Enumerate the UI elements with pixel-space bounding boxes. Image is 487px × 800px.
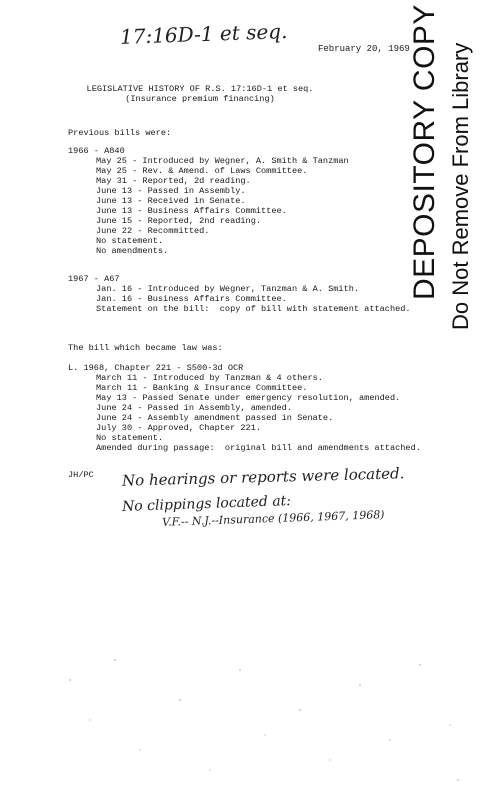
history-line: June 24 - Passed in Assembly, amended. xyxy=(96,403,292,413)
history-line: June 13 - Business Affairs Committee. xyxy=(96,206,287,216)
history-line: June 24 - Assembly amendment passed in Senate. xyxy=(96,413,334,423)
bill-1968-section xyxy=(68,363,421,453)
bill-1966-head: 1966 - A840 xyxy=(68,146,125,156)
history-line: June 15 - Reported, 2nd reading. xyxy=(96,216,262,226)
history-line: July 30 - Approved, Chapter 221. xyxy=(96,423,262,433)
history-line: No statement. xyxy=(96,433,164,443)
bill-1968-head: L. 1968, Chapter 221 - S500-3d OCR xyxy=(68,363,244,373)
history-line: Statement on the bill: copy of bill with statement attached. xyxy=(96,304,411,314)
history-line: May 31 - Reported, 2d reading. xyxy=(96,176,251,186)
history-line: No statement. xyxy=(96,236,164,246)
history-line: Jan. 16 - Introduced by Wegner, Tanzman & A. Smith. xyxy=(96,284,360,294)
handwritten-note-hearings: No hearings or reports were located. xyxy=(121,464,405,490)
history-line: March 11 - Banking & Insurance Committee. xyxy=(96,383,308,393)
bill-1967-section xyxy=(68,274,411,314)
bill-1966-section xyxy=(68,146,349,256)
previous-bills-heading xyxy=(68,128,171,138)
initials xyxy=(68,470,94,480)
document-subtitle: (Insurance premium financing) xyxy=(125,94,275,104)
history-line: June 13 - Received in Senate. xyxy=(96,196,246,206)
bill-1967-head: 1967 - A67 xyxy=(68,274,120,284)
history-line: June 22 - Recommitted. xyxy=(96,226,210,236)
law-heading-text: The bill which became law was: xyxy=(68,343,223,353)
history-line: Amended during passage: original bill and amendments attached. xyxy=(96,443,421,453)
initials-text: JH/PC xyxy=(68,470,94,480)
depository-copy-stamp: DEPOSITORY COPY xyxy=(408,4,441,300)
document-date: February 20, 1969 xyxy=(318,44,410,54)
history-line: June 13 - Passed in Assembly. xyxy=(96,186,246,196)
previous-bills-heading-text: Previous bills were: xyxy=(68,128,172,138)
scan-speckles xyxy=(60,640,470,790)
history-line: May 25 - Rev. & Amend. of Laws Committee. xyxy=(96,166,308,176)
history-line: Jan. 16 - Business Affairs Committee. xyxy=(96,294,287,304)
history-line: May 25 - Introduced by Wegner, A. Smith & Tanzman xyxy=(96,156,349,166)
document-title: LEGISLATIVE HISTORY OF R.S. 17:16D-1 et seq. xyxy=(86,84,314,94)
history-line: No amendments. xyxy=(96,246,169,256)
history-line: March 11 - Introduced by Tanzman & 4 others. xyxy=(96,373,323,383)
do-not-remove-stamp: Do Not Remove From Library xyxy=(448,42,473,330)
handwritten-statute-ref: 17:16D-1 et seq. xyxy=(119,19,288,49)
law-heading xyxy=(68,343,223,353)
handwritten-note-clippings: No clippings located at: xyxy=(121,493,292,515)
history-line: May 13 - Passed Senate under emergency resolution, amended. xyxy=(96,393,401,403)
handwritten-note-files: V.F.-- N.J.--Insurance (1966, 1967, 1968) xyxy=(161,508,385,529)
